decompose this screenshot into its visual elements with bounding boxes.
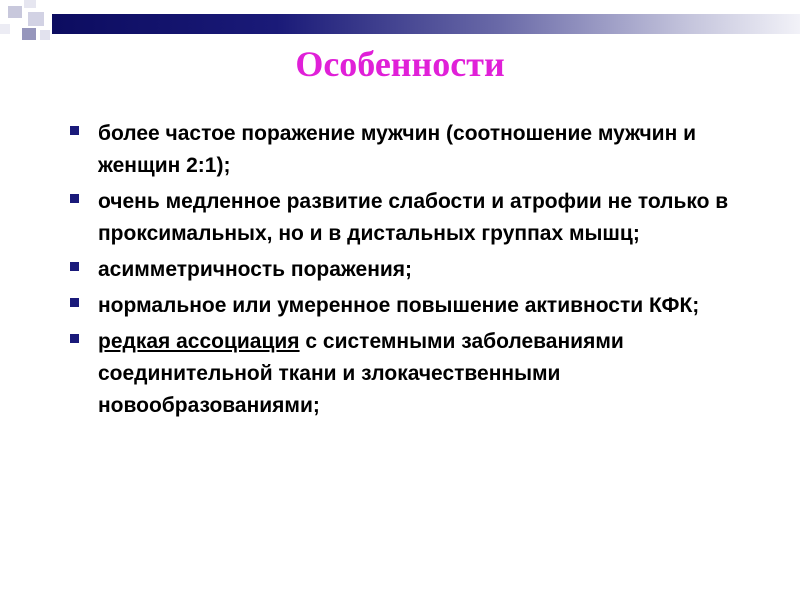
bullet-item	[70, 118, 750, 182]
bullet-item	[70, 326, 750, 422]
bullet-text: асимметричность поражения;	[98, 258, 413, 281]
square-bullet-icon	[70, 298, 79, 307]
square-bullet-icon	[70, 126, 79, 135]
bullet-text: нормальное или умеренное повышение активности КФК;	[98, 294, 700, 317]
decor-square	[28, 12, 44, 26]
decor-square	[0, 24, 10, 34]
square-bullet-icon	[70, 194, 79, 203]
decor-square	[8, 6, 22, 18]
bullet-text: очень медленное развитие слабости и атрофии не только в проксимальных, но и в дистальных группах мышц;	[98, 190, 729, 245]
square-bullet-icon	[70, 334, 79, 343]
bullet-item	[70, 254, 750, 286]
bullet-list	[70, 118, 750, 426]
bullet-item	[70, 186, 750, 250]
square-bullet-icon	[70, 262, 79, 271]
bullet-text: более частое поражение мужчин (соотношение мужчин и женщин 2:1);	[98, 122, 697, 177]
bullet-text: с системными заболеваниями соединительной ткани и злокачественными новообразованиями;	[98, 330, 624, 417]
slide-title: Особенности	[295, 44, 505, 84]
decor-square	[22, 28, 36, 40]
decor-square	[40, 30, 50, 40]
decor-top-bar	[52, 14, 800, 34]
bullet-item	[70, 290, 750, 322]
underlined-phrase: редкая ассоциация	[98, 330, 300, 353]
decor-square	[24, 0, 36, 8]
